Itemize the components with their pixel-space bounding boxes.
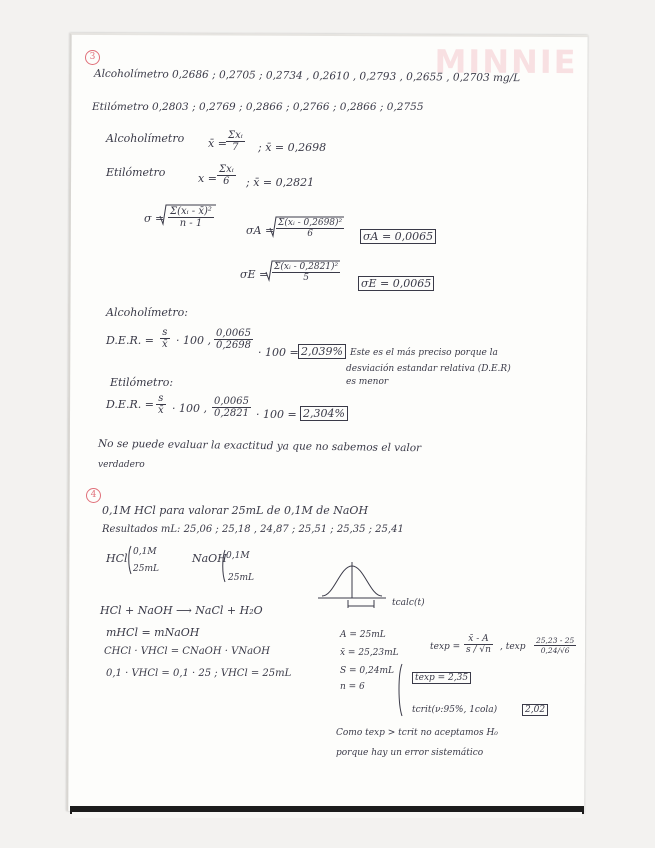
sd-general-den: n - 1 xyxy=(179,218,203,229)
der-alco-post: · 100 = xyxy=(258,346,299,359)
data-brace xyxy=(399,664,402,716)
q4-statement: 0,1M HCl para valorar 25mL de 0,1M de NaOH xyxy=(102,504,369,517)
naoh-conc: 0,1M xyxy=(226,551,250,561)
sd-e-num: Σ(xᵢ - 0,2821)² xyxy=(274,262,339,272)
hcl-conc: 0,1M xyxy=(133,547,157,557)
der-etil-num: 0,0065 xyxy=(214,396,249,407)
etil-mean-pre: x = xyxy=(198,172,217,185)
der-etil-post: · 100 = xyxy=(256,408,297,421)
tcrit-label: tcrit(ν:95%, 1cola) xyxy=(412,705,498,715)
tcrit-result: 2,02 xyxy=(522,704,548,716)
tcalc-label: tcalc(t) xyxy=(392,598,425,608)
comment-line-1: Este es el más preciso porque la xyxy=(350,348,498,358)
sd-e-result: σE = 0,0065 xyxy=(358,276,434,291)
der-etil-label: Etilómetro: xyxy=(110,376,174,389)
reaction: HCl + NaOH ⟶ NaCl + H₂O xyxy=(100,604,263,617)
hcl-vol: 25mL xyxy=(133,564,159,574)
hcl-label: HCl xyxy=(106,552,128,565)
data-mean: x̄ = 25,23mL xyxy=(340,648,399,658)
der-alco-label: Alcoholímetro: xyxy=(106,306,188,319)
alcoholimetro-data: Alcoholímetro 0,2686 ; 0,2705 ; 0,2734 , 0,2610 , 0,2793 , 0,2655 , 0,2703 mg/L xyxy=(93,67,521,85)
der-etil-result: 2,304% xyxy=(300,406,348,421)
der-etil-mid: · 100 , xyxy=(172,402,207,415)
der-alco-den: 0,2698 xyxy=(216,340,251,351)
conc-equation: CHCl · VHCl = CNaOH · VNaOH xyxy=(104,646,270,657)
naoh-label: NaOH xyxy=(192,552,227,565)
alco-mean-den: 7 xyxy=(232,142,239,153)
sd-general-num: Σ(xᵢ - x̄)² xyxy=(170,206,212,217)
etil-mean-den: 6 xyxy=(223,176,230,187)
der-alco-mid: · 100 , xyxy=(176,334,211,347)
texp-pre: texp = xyxy=(430,642,461,652)
alco-mean-pre: x̄ = xyxy=(208,137,227,150)
naoh-brace xyxy=(223,550,225,582)
sqrt-general xyxy=(160,205,216,224)
naoh-vol: 25mL xyxy=(228,573,254,583)
der-alco-pre: D.E.R. = xyxy=(106,334,154,347)
der-s-num: s xyxy=(160,327,170,339)
question-3-number: 3 xyxy=(85,50,100,65)
etil-mean-label: Etilómetro xyxy=(106,166,166,179)
sd-e-pre: σE = xyxy=(240,268,269,281)
der-alco-result: 2,039% xyxy=(298,344,346,359)
alco-mean-num: Σxᵢ xyxy=(228,130,243,141)
volume-equation: 0,1 · VHCl = 0,1 · 25 ; VHCl = 25mL xyxy=(106,668,292,679)
etil-mean-num: Σxᵢ xyxy=(219,164,234,175)
watermark: MINNIE xyxy=(434,42,578,82)
texp-mid: , texp xyxy=(500,642,526,652)
der-etil-den: 0,2821 xyxy=(214,408,249,419)
der-etil-pre: D.E.R. = xyxy=(106,398,154,411)
final-line-2: porque hay un error sistemático xyxy=(336,748,484,758)
der-etil-s-num: s xyxy=(156,393,166,405)
question-4-number: 4 xyxy=(86,488,101,503)
sd-e-den: 5 xyxy=(303,273,309,283)
texp-num: x̄ - A xyxy=(464,634,493,645)
q4-results: Resultados mL: 25,06 ; 25,18 , 24,87 ; 25,51 ; 25,35 ; 25,41 xyxy=(102,524,404,535)
data-a: A = 25mL xyxy=(340,630,386,640)
final-line-1: Como texp > tcrit no aceptamos H₀ xyxy=(336,728,498,738)
sqrt-sd-a xyxy=(270,217,344,236)
sd-a-num: Σ(xᵢ - 0,2698)² xyxy=(278,218,343,228)
mol-equation: mHCl = mNaOH xyxy=(106,626,200,639)
data-s: S = 0,24mL xyxy=(340,666,394,676)
texp-num-2: 25,23 - 25 xyxy=(536,636,575,645)
conclusion-line-2: verdadero xyxy=(98,460,145,470)
hcl-brace xyxy=(129,546,131,574)
sd-general-pre: σ = xyxy=(144,212,165,225)
data-n: n = 6 xyxy=(340,682,365,692)
sd-a-den: 6 xyxy=(307,229,313,239)
sd-a-pre: σA = xyxy=(246,224,275,237)
sqrt-sd-e xyxy=(266,261,340,280)
der-alco-num: 0,0065 xyxy=(216,328,251,339)
texp-den: s / √n xyxy=(466,645,491,655)
alco-mean-result: ; x̄ = 0,2698 xyxy=(258,141,327,154)
etil-mean-result: ; x̄ = 0,2821 xyxy=(246,176,315,189)
texp-den-2: 0,24/√6 xyxy=(540,646,570,655)
der-etil-s-den: x̄ xyxy=(158,405,164,416)
alco-mean-label: Alcoholímetro xyxy=(106,132,185,145)
texp-result: texp = 2,35 xyxy=(412,672,471,684)
comment-line-3: es menor xyxy=(346,377,389,387)
comment-line-2: desviación estandar relativa (D.E.R) xyxy=(346,364,511,374)
der-s-den: x̄ xyxy=(162,339,168,350)
conclusion-line-1: No se puede evaluar la exactitud ya que no sabemos el valor xyxy=(97,437,422,455)
sd-a-result: σA = 0,0065 xyxy=(360,229,436,244)
etilometro-data: Etilómetro 0,2803 ; 0,2769 ; 0,2866 ; 0,2766 ; 0,2866 ; 0,2755 xyxy=(92,101,424,113)
